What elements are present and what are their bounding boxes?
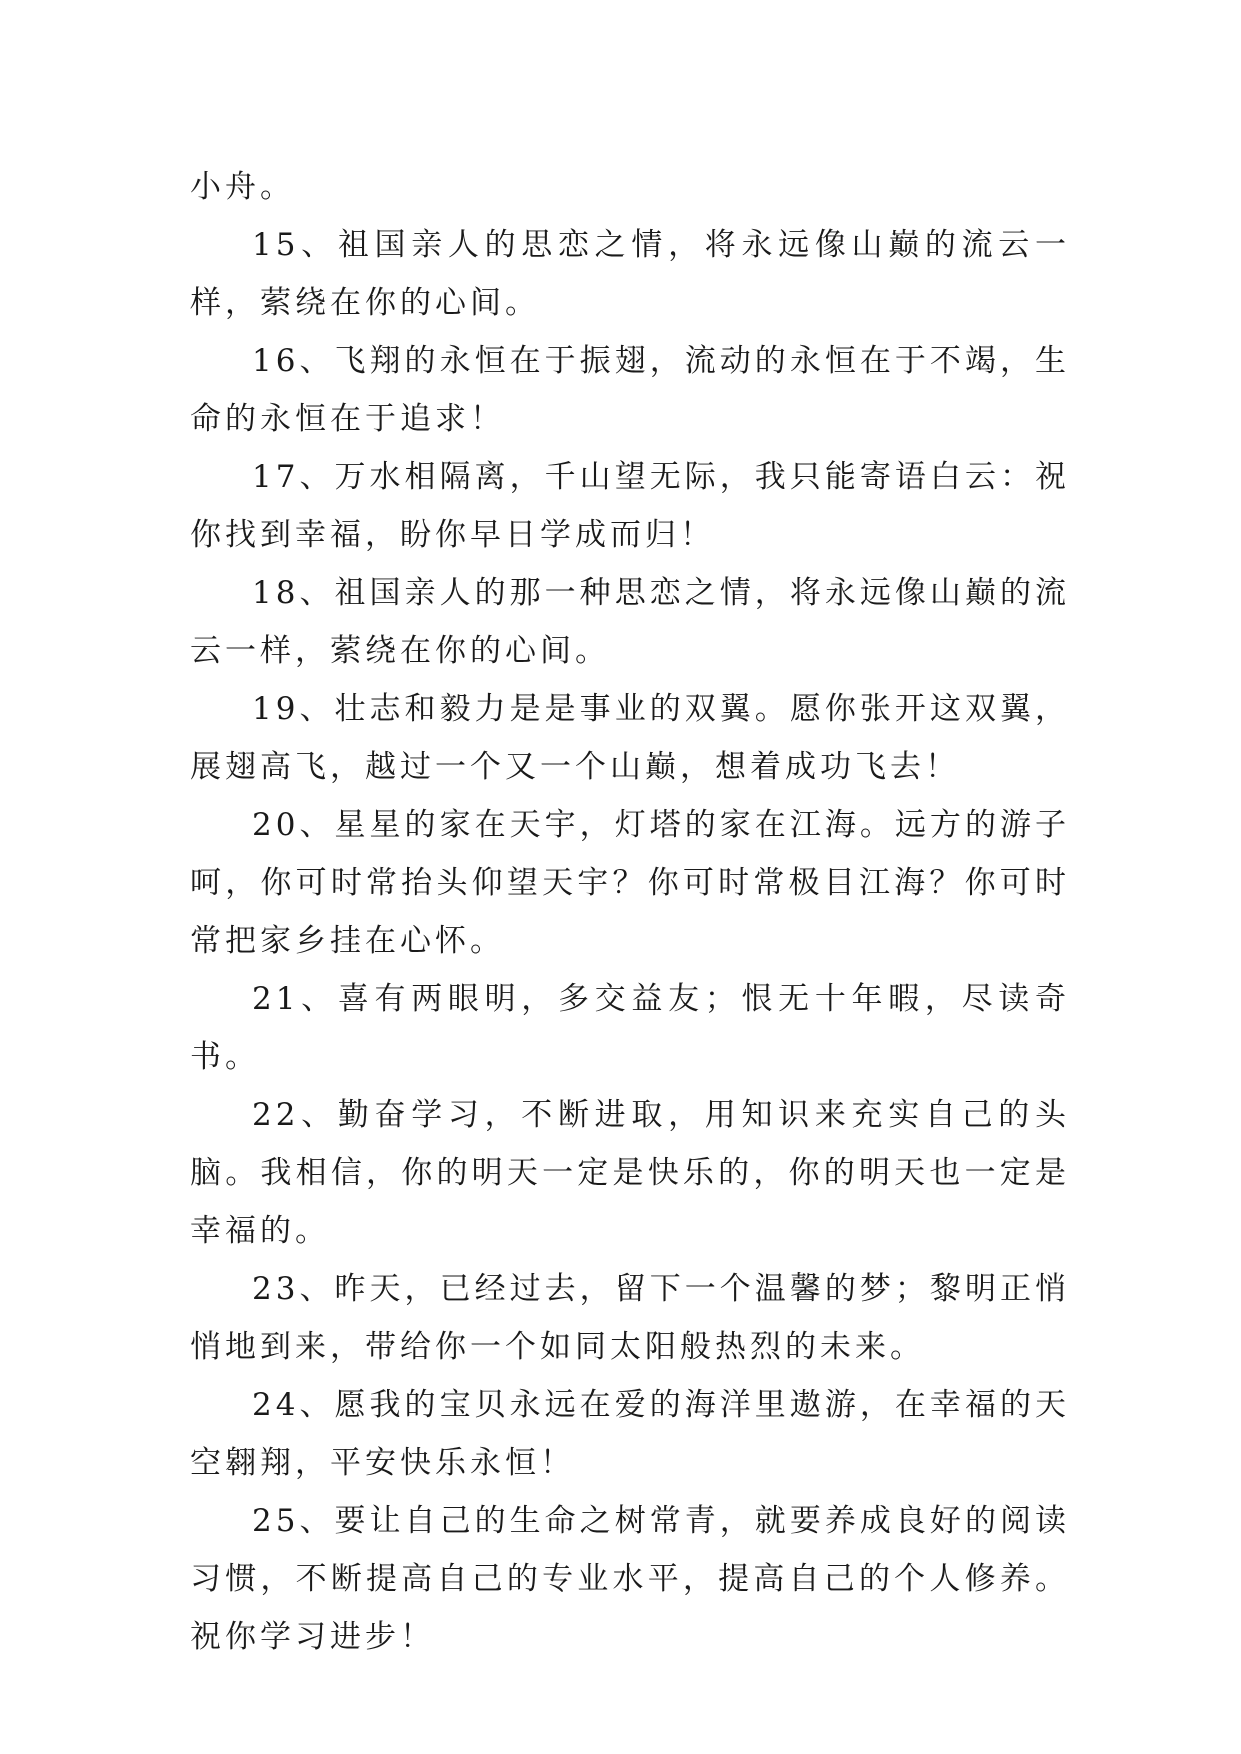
paragraph-24: 24、愿我的宝贝永远在爱的海洋里遨游，在幸福的天空翱翔，平安快乐永恒！ xyxy=(190,1387,1070,1481)
paragraph-16: 16、飞翔的永恒在于振翅，流动的永恒在于不竭，生命的永恒在于追求！ xyxy=(190,343,1070,437)
paragraph-23: 23、昨天，已经过去，留下一个温馨的梦；黎明正悄悄地到来，带给你一个如同太阳般热烈的未来。 xyxy=(190,1271,1070,1365)
paragraph-15: 15、祖国亲人的思恋之情，将永远像山巅的流云一样，萦绕在你的心间。 xyxy=(190,227,1070,321)
paragraph-17: 17、万水相隔离，千山望无际，我只能寄语白云：祝你找到幸福，盼你早日学成而归！ xyxy=(190,459,1070,553)
paragraph-continuation: 小舟。 xyxy=(190,169,295,205)
paragraph-18: 18、祖国亲人的那一种思恋之情，将永远像山巅的流云一样，萦绕在你的心间。 xyxy=(190,575,1070,669)
document-body xyxy=(190,158,1070,1666)
paragraph-25: 25、要让自己的生命之树常青，就要养成良好的阅读习惯，不断提高自己的专业水平，提高自己的个人修养。祝你学习进步！ xyxy=(190,1503,1070,1655)
paragraph-22: 22、勤奋学习，不断进取，用知识来充实自己的头脑。我相信，你的明天一定是快乐的，你的明天也一定是幸福的。 xyxy=(190,1097,1070,1249)
paragraph-20: 20、星星的家在天宇，灯塔的家在江海。远方的游子呵，你可时常抬头仰望天宇？你可时常极目江海？你可时常把家乡挂在心怀。 xyxy=(190,807,1070,959)
paragraph-21: 21、喜有两眼明，多交益友；恨无十年暇，尽读奇书。 xyxy=(190,981,1070,1075)
paragraph-19: 19、壮志和毅力是是事业的双翼。愿你张开这双翼，展翅高飞，越过一个又一个山巅，想着成功飞去！ xyxy=(190,691,1070,785)
